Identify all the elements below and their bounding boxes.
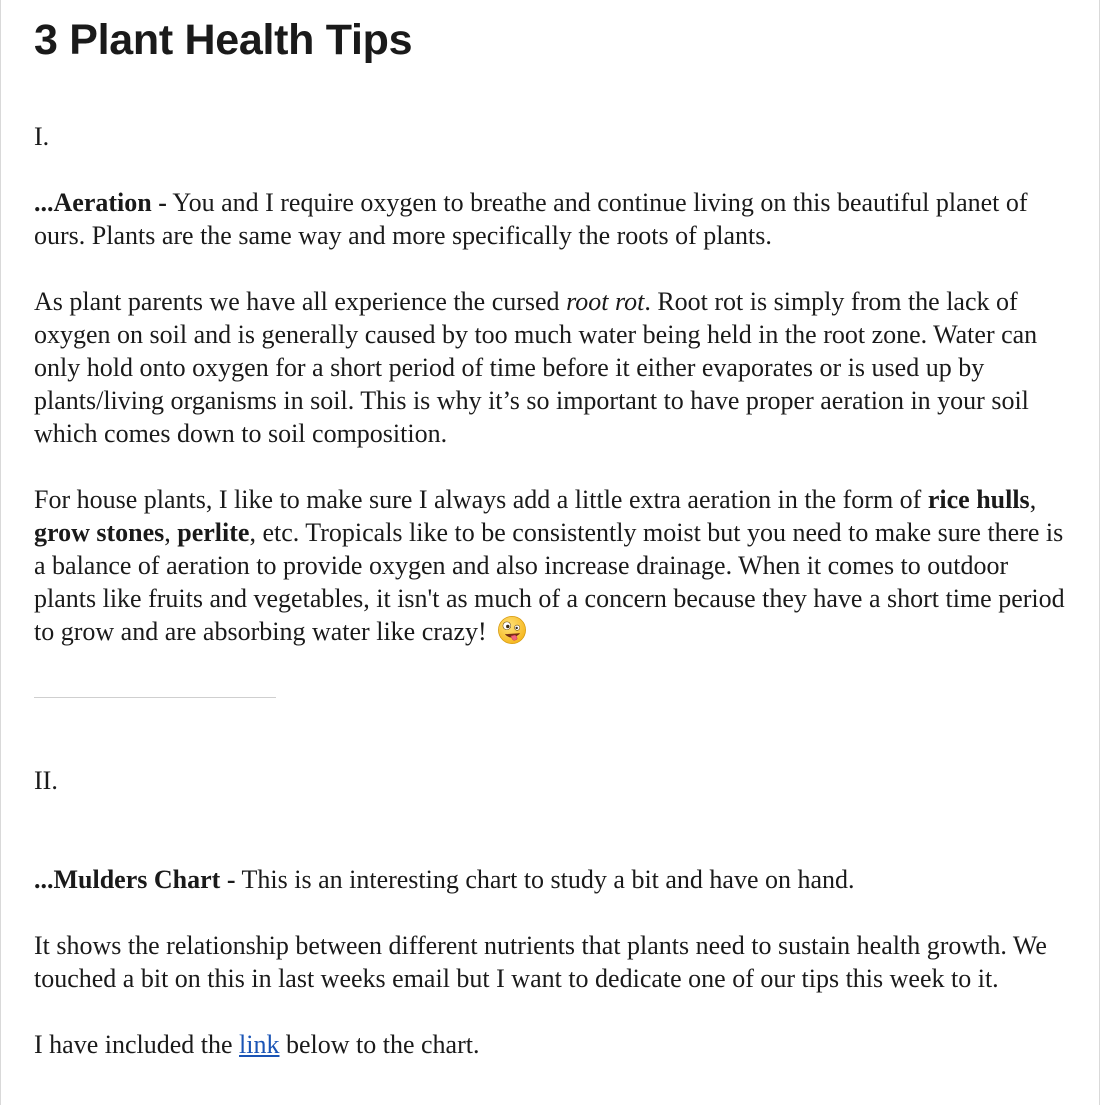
email-content — [34, 0, 1074, 1061]
mulders-chart-heading: ...Mulders Chart - — [34, 865, 236, 894]
section-divider — [34, 697, 276, 698]
root-rot-term: root rot — [566, 287, 645, 316]
page-title: 3 Plant Health Tips — [34, 16, 413, 64]
section-numeral-1: I. — [34, 122, 50, 151]
chart-link-text-before: I have included the — [34, 1030, 240, 1059]
aeration-paragraph — [34, 186, 1074, 252]
mulders-chart-intro: This is an interesting chart to study a bit and have on hand. — [235, 865, 855, 894]
rice-hulls-term: rice hulls — [927, 485, 1030, 514]
separator: , — [164, 518, 178, 547]
zany-face-emoji-icon — [497, 615, 527, 645]
separator: , — [1029, 485, 1037, 514]
house-plants-text-before: For house plants, I like to make sure I always add a little extra aeration in the form of — [34, 485, 928, 514]
aeration-intro: You and I require oxygen to breathe and continue living on this beautiful planet of ours. Plants are the same way and more specifically the roots of plants. — [34, 188, 1028, 250]
perlite-term: perlite — [177, 518, 250, 547]
chart-link-text-after: below to the chart. — [279, 1030, 480, 1059]
section-numeral-2: II. — [34, 766, 58, 795]
mulders-chart-paragraph — [34, 863, 1074, 896]
house-plants-text-after: , etc. Tropicals like to be consistently moist but you need to make sure there is a balance of aeration to provide oxygen and also increase drainage. When it comes to outdoor plants like fruits and vegetables, it isn't as much of a concern because they have a short time period to grow and are absorbing water like crazy! — [34, 518, 1065, 646]
house-plants-paragraph — [34, 483, 1074, 648]
root-rot-text-after: . Root rot is simply from the lack of oxygen on soil and is generally caused by too much water being held in the root zone. Water can only hold onto oxygen for a short period of time before it either evaporates or is used up by plants/living organisms in soil. This is why it’s so important to have proper aeration in your soil which comes down to soil composition. — [34, 287, 1038, 448]
chart-link-paragraph — [34, 1028, 1074, 1061]
aeration-heading: ...Aeration - — [34, 188, 167, 217]
root-rot-paragraph — [34, 285, 1074, 450]
grow-stones-term: grow stones — [34, 518, 165, 547]
chart-link[interactable]: link — [239, 1030, 280, 1059]
nutrients-paragraph: It shows the relationship between different nutrients that plants need to sustain health growth. We touched a bit on this in last weeks email but I want to dedicate one of our tips this week to it. — [34, 931, 1047, 993]
root-rot-text-before: As plant parents we have all experience the cursed — [34, 287, 567, 316]
